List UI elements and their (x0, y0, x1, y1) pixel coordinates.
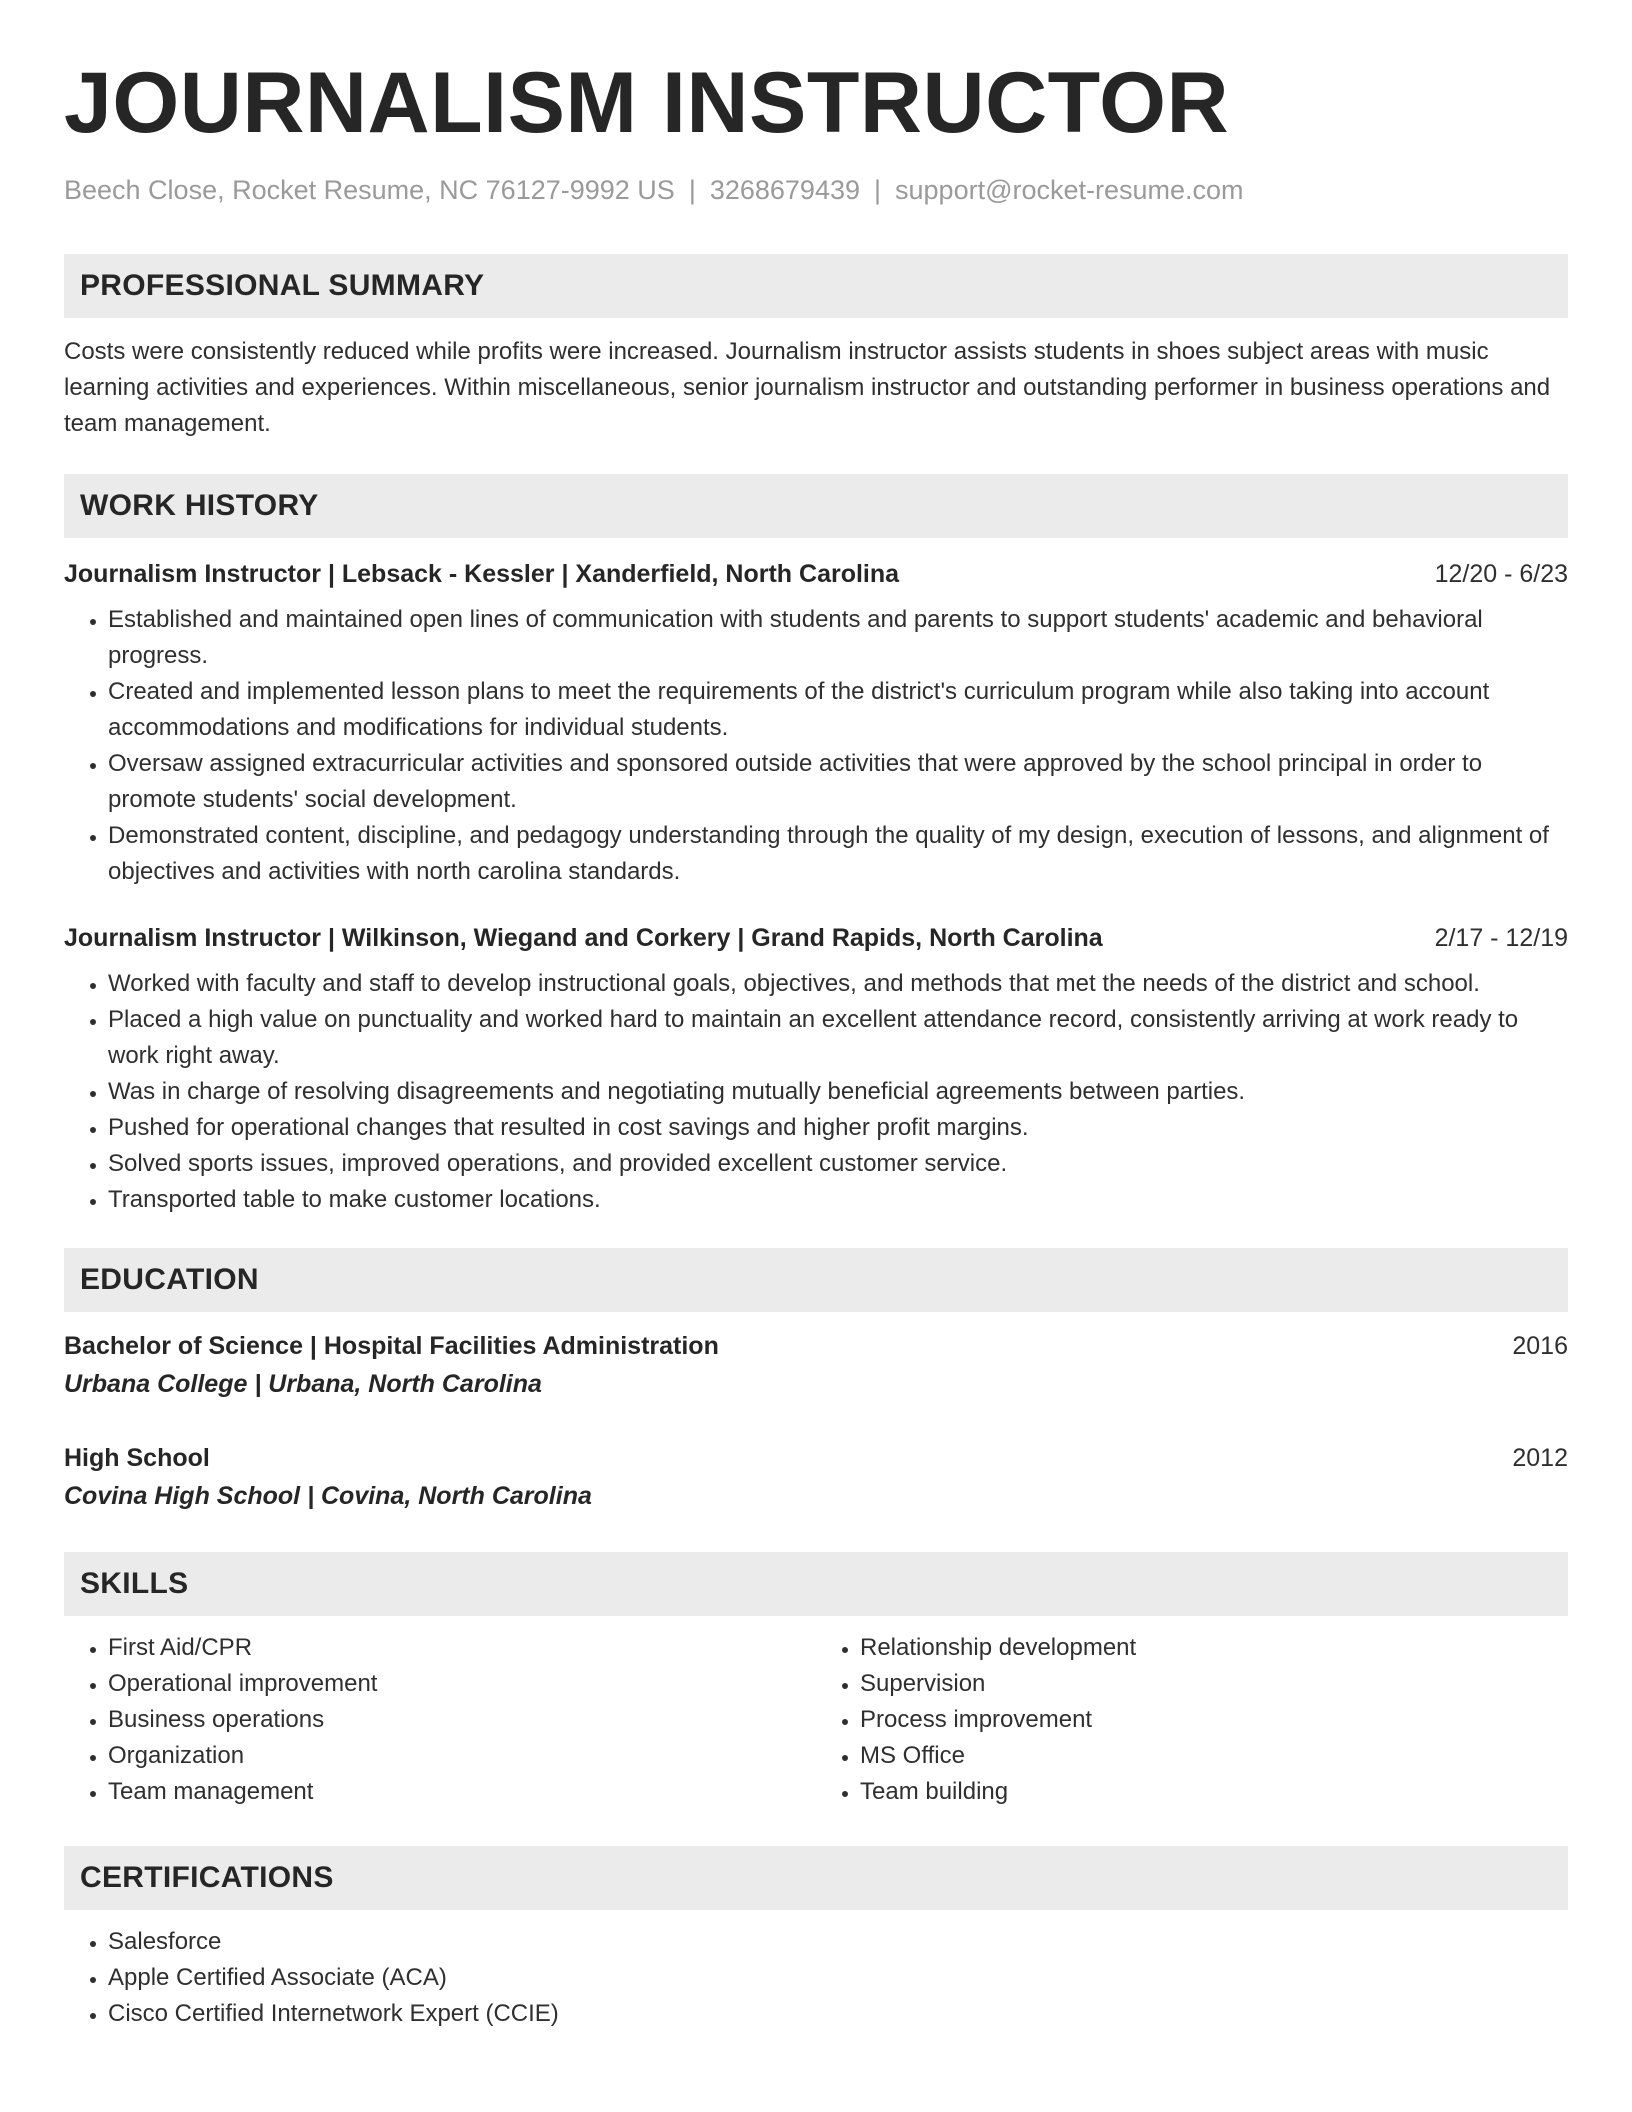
certification-item: • Salesforce (108, 1924, 1568, 1960)
skill-item: • Business operations (108, 1702, 816, 1738)
certifications-section (64, 1846, 1568, 2032)
job-title: Journalism Instructor | Wilkinson, Wiegand and Corkery | Grand Rapids, North Carolina (64, 924, 1103, 953)
job-bullets (64, 602, 1568, 890)
skills-heading: SKILLS (64, 1552, 1568, 1616)
contact-separator: | (874, 175, 882, 205)
job-dates: 12/20 - 6/23 (1434, 560, 1568, 589)
skill-item: • MS Office (860, 1738, 1568, 1774)
skill-item: • Relationship development (860, 1630, 1568, 1666)
skill-item: • Team building (860, 1774, 1568, 1810)
job-bullet: • Created and implemented lesson plans to meet the requirements of the district's curriculum program while also taking into account accommodations and modifications for individual students. (108, 674, 1568, 746)
education-year: 2016 (1512, 1332, 1568, 1361)
contact-separator: | (688, 175, 696, 205)
job-bullets (64, 966, 1568, 1218)
contact-address: Beech Close, Rocket Resume, NC 76127-9992 US (64, 175, 675, 205)
education-year: 2012 (1512, 1444, 1568, 1473)
summary-text: Costs were consistently reduced while profits were increased. Journalism instructor assists students in shoes subject areas with music learning activities and experiences. Within miscellaneous, senior journalism instructor and outstanding performer in business operations and team management. (64, 338, 1551, 438)
work-history-heading: WORK HISTORY (64, 474, 1568, 538)
job-bullet: • Oversaw assigned extracurricular activities and sponsored outside activities that were approved by the school principal in order to promote students' social development. (108, 746, 1568, 818)
certifications-list (64, 1924, 1568, 2032)
skill-item: • Operational improvement (108, 1666, 816, 1702)
job-bullet: • Pushed for operational changes that resulted in cost savings and higher profit margins. (108, 1110, 1568, 1146)
contact-line (64, 174, 1568, 206)
resume-name: JOURNALISM INSTRUCTOR (64, 55, 1230, 151)
job-bullet: • Solved sports issues, improved operations, and provided excellent customer service. (108, 1146, 1568, 1182)
summary-heading: PROFESSIONAL SUMMARY (64, 254, 1568, 318)
education-school: Covina High School | Covina, North Carolina (64, 1482, 592, 1511)
education-entry (64, 1440, 1568, 1516)
job-bullet: • Was in charge of resolving disagreements and negotiating mutually beneficial agreements between parties. (108, 1074, 1568, 1110)
certification-item: • Cisco Certified Internetwork Expert (CCIE) (108, 1996, 1568, 2032)
job-bullet: • Transported table to make customer locations. (108, 1182, 1568, 1218)
job-bullet: • Worked with faculty and staff to develop instructional goals, objectives, and methods that met the needs of the district and school. (108, 966, 1568, 1002)
skill-item: • Organization (108, 1738, 816, 1774)
education-entry (64, 1328, 1568, 1404)
skills-list-right (816, 1630, 1568, 1810)
skill-item: • Supervision (860, 1666, 1568, 1702)
skill-item: • Team management (108, 1774, 816, 1810)
contact-phone: 3268679439 (709, 175, 860, 205)
job-bullet: • Placed a high value on punctuality and worked hard to maintain an excellent attendance record, consistently arriving at work ready to work right away. (108, 1002, 1568, 1074)
job-dates: 2/17 - 12/19 (1434, 924, 1568, 953)
work-history-section (64, 474, 1568, 1218)
certifications-heading: CERTIFICATIONS (64, 1846, 1568, 1910)
skills-list-left (64, 1630, 816, 1810)
resume-page (64, 56, 1568, 2032)
job-bullet: • Demonstrated content, discipline, and pedagogy understanding through the quality of my design, execution of lessons, and alignment of objectives and activities with north carolina standards. (108, 818, 1568, 890)
education-school: Urbana College | Urbana, North Carolina (64, 1370, 542, 1399)
summary-section (64, 254, 1568, 442)
job-entry (64, 920, 1568, 1218)
skills-columns (64, 1630, 1568, 1810)
skill-item: • First Aid/CPR (108, 1630, 816, 1666)
skills-section (64, 1552, 1568, 1810)
contact-email[interactable]: support@rocket-resume.com (895, 175, 1244, 205)
job-entry (64, 556, 1568, 890)
education-section (64, 1248, 1568, 1516)
certification-item: • Apple Certified Associate (ACA) (108, 1960, 1568, 1996)
education-degree: Bachelor of Science | Hospital Facilities Administration (64, 1332, 719, 1361)
job-bullet: • Established and maintained open lines of communication with students and parents to support students' academic and behavioral progress. (108, 602, 1568, 674)
education-heading: EDUCATION (64, 1248, 1568, 1312)
education-degree: High School (64, 1444, 210, 1473)
job-title: Journalism Instructor | Lebsack - Kessler | Xanderfield, North Carolina (64, 560, 900, 589)
skill-item: • Process improvement (860, 1702, 1568, 1738)
